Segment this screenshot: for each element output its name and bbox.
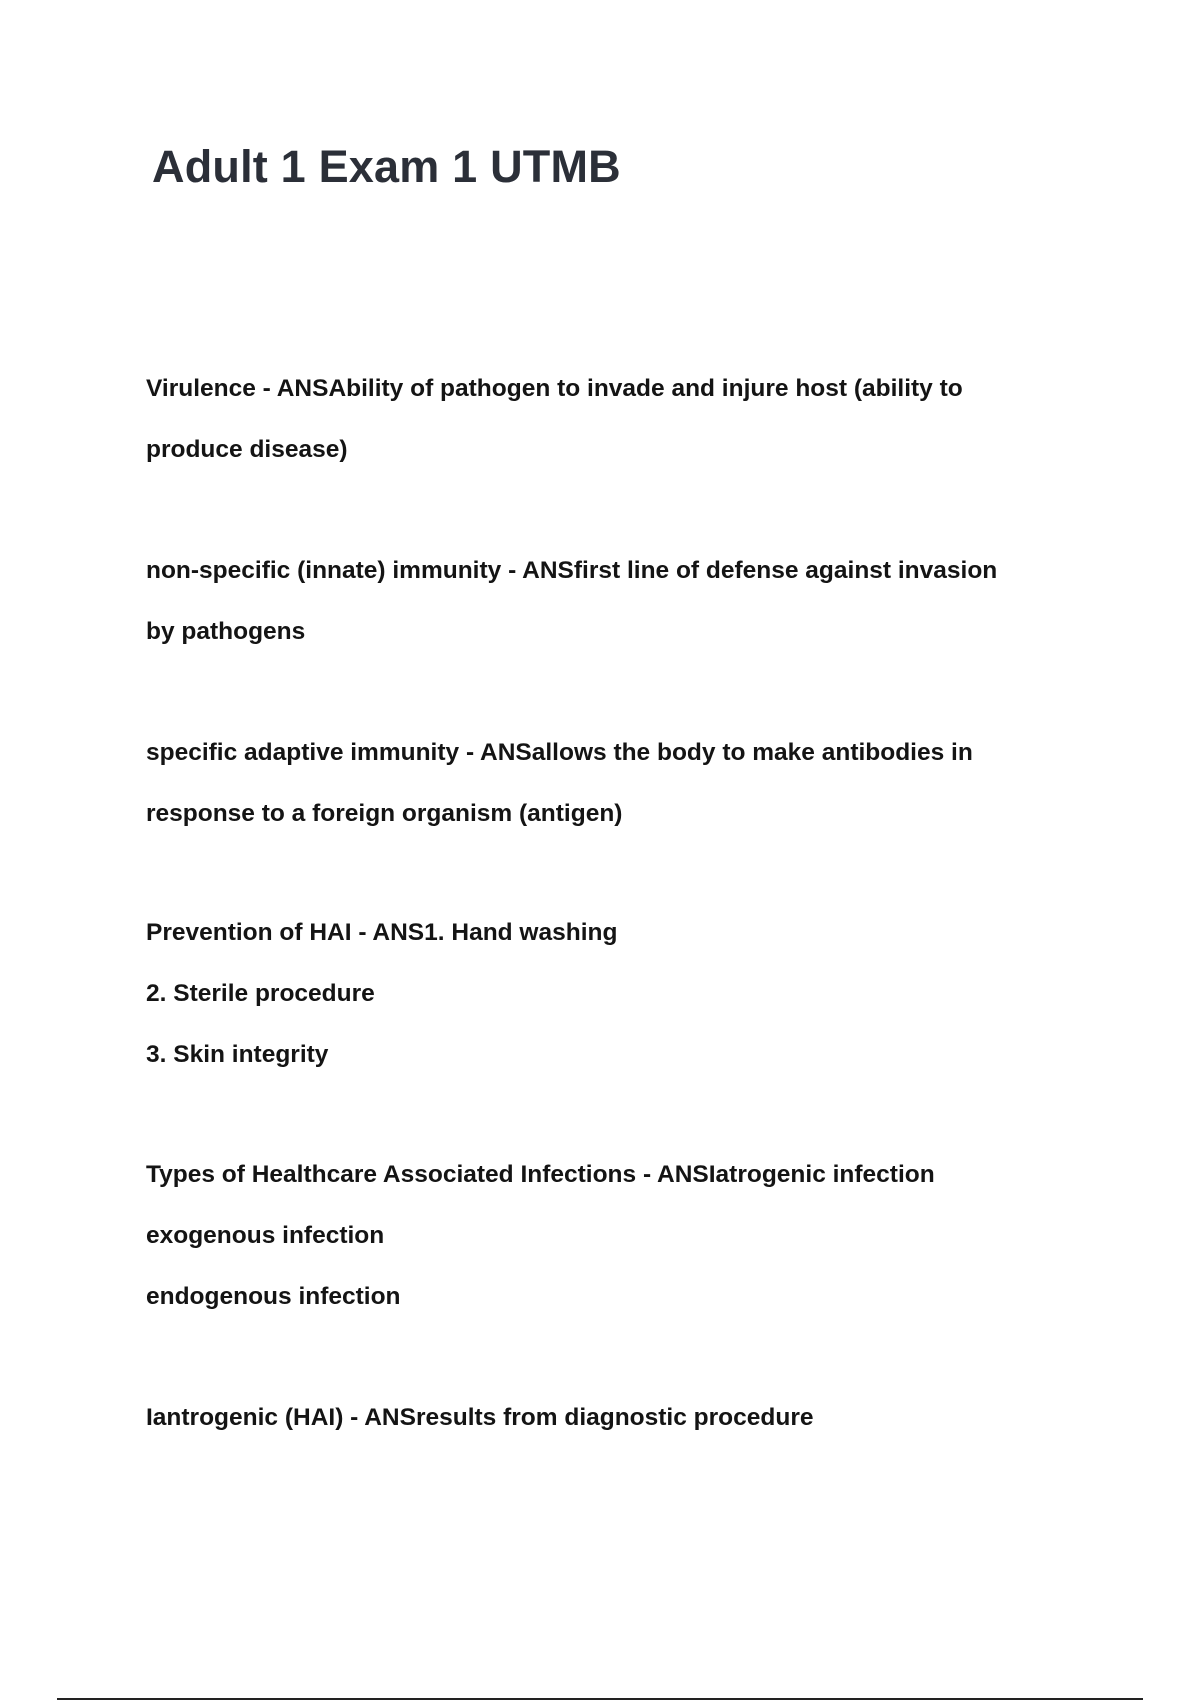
flashcard-entry-virulence <box>146 358 1086 480</box>
flashcard-entry-hai-prevention <box>146 902 1086 1085</box>
flashcard-entry-innate-immunity <box>146 540 1086 662</box>
entry-line: response to a foreign organism (antigen) <box>146 800 623 827</box>
entry-line: 2. Sterile procedure <box>146 980 375 1007</box>
entry-line: produce disease) <box>146 436 348 463</box>
flashcard-entry-hai-types <box>146 1144 1086 1327</box>
entry-line: non-specific (innate) immunity - ANSfirst line of defense against invasion <box>146 557 998 584</box>
entry-line: 3. Skin integrity <box>146 1041 329 1068</box>
entry-line: exogenous infection <box>146 1222 385 1249</box>
flashcard-entry-adaptive-immunity <box>146 722 1086 844</box>
flashcard-entry-iatrogenic <box>146 1387 1086 1448</box>
document-title: Adult 1 Exam 1 UTMB <box>152 141 621 192</box>
entry-line: Iantrogenic (HAI) - ANSresults from diagnostic procedure <box>146 1404 814 1431</box>
entry-line: by pathogens <box>146 618 306 645</box>
entry-line: endogenous infection <box>146 1283 401 1310</box>
entry-line: Types of Healthcare Associated Infections - ANSIatrogenic infection <box>146 1161 935 1188</box>
entry-line: Virulence - ANSAbility of pathogen to invade and injure host (ability to <box>146 375 963 402</box>
entry-line: specific adaptive immunity - ANSallows the body to make antibodies in <box>146 739 973 766</box>
entry-line: Prevention of HAI - ANS1. Hand washing <box>146 919 618 946</box>
